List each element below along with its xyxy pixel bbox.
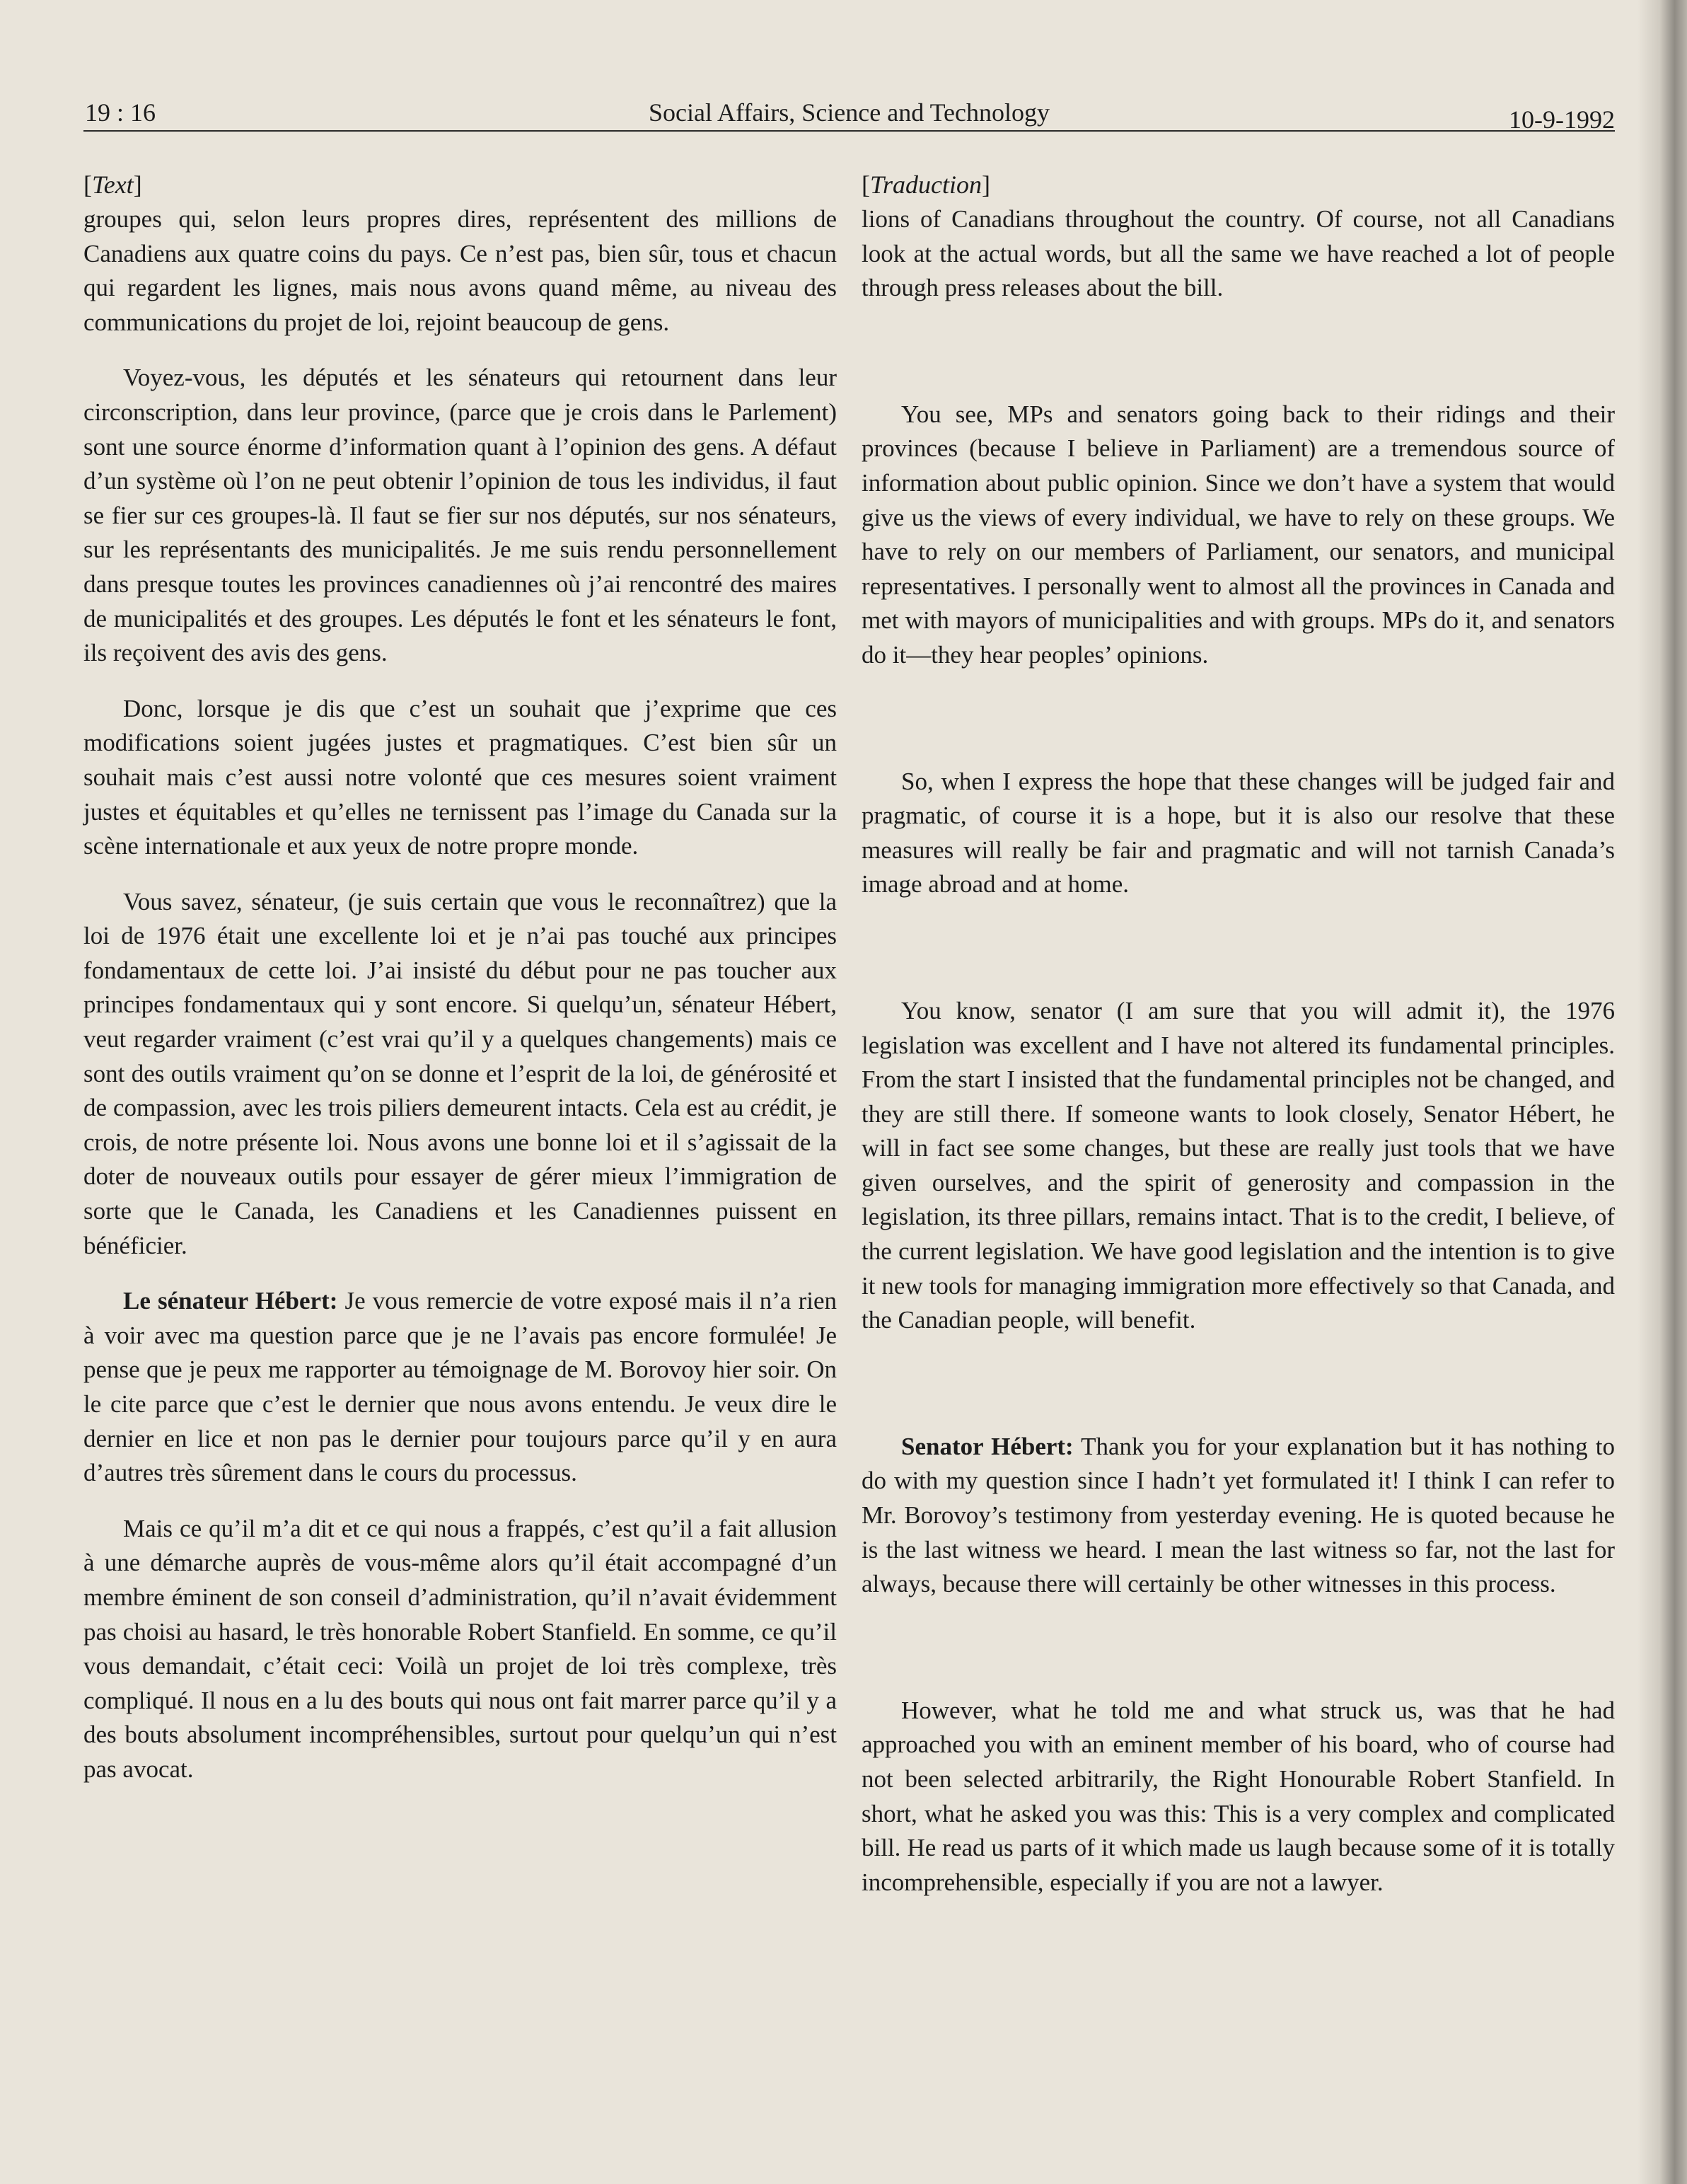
column-marker-text: Traduction [870, 171, 982, 199]
paragraph [83, 1512, 837, 1787]
paragraph [862, 202, 1615, 306]
paragraph-text: Vous savez, sénateur, (je suis certain que vous le reconnaîtrez) que la loi de 1976 était une excellente loi et je n’ai pas touché aux principes fondamentaux de cette loi. J’ai insisté du début pour ne pas toucher aux principes fondamentaux qui y sont encore. Si quelqu’un, sénateur Hébert, veut regarder vraiment (c’est vrai qu’il y a quelques changements) mais ce sont des outils vraiment qu’on se donne et l’esprit de la loi, de générosité et de compassion, avec les trois piliers demeurent intacts. Cela est au crédit, je crois, de notre présente loi. Nous avons une bonne loi et il s’agissait de la doter de nouveaux outils pour essayer de gérer mieux l’immigration de sorte que le Canada, les Canadiens et les Canadiennes puissent en bénéficier. [83, 887, 837, 1259]
paragraph-text: Thank you for your explanation but it has nothing to do with my question since I hadn’t yet formulated it! I think I can refer to Mr. Borovoy’s testimony from yesterday evening. He is quoted because he is the last witness we heard. I mean the last witness so far, not the last for always, because there will certainly be other witnesses in this process. [862, 1432, 1615, 1598]
paragraph [862, 1694, 1615, 1900]
paragraph-text: You see, MPs and senators going back to their ridings and their provinces (because I believe in Parliament) are a tremendous source of information about public opinion. Since we don’t have a system that would give us the views of every individual, we have to rely on these groups. We have to rely on our members of Parliament, our senators, and municipal representatives. I personally went to almost all the provinces in Canada and met with mayors of municipalities and with groups. MPs do it, and senators do it—they hear peoples’ opinions. [862, 400, 1615, 669]
paragraph [83, 885, 837, 1264]
speaker-name: Le sénateur Hébert: [123, 1287, 338, 1315]
paragraph [862, 994, 1615, 1338]
paragraph [862, 1430, 1615, 1602]
paragraph [83, 202, 837, 340]
paragraph [862, 398, 1615, 673]
paragraph-text: lions of Canadians throughout the country. Of course, not all Canadians look at the actual words, but all the same we have reached a lot of people through press releases about the bill. [862, 205, 1615, 302]
paragraph [862, 765, 1615, 902]
paragraph [83, 692, 837, 864]
paragraph-text: Je vous remercie de votre exposé mais il n’a rien à voir avec ma question parce que je ne l’avais pas encore formulée! Je pense que je peux me rapporter au témoignage de M. Borovoy hier soir. On le cite parce que c’est le dernier que nous avons entendu. Je veux dire le dernier en lice et non pas le dernier pour toujours parce qu’il y en aura d’autres très sûrement dans le cours du processus. [83, 1287, 837, 1487]
column-marker-text: Text [92, 171, 134, 199]
paragraph-text: Voyez-vous, les députés et les sénateurs qui retournent dans leur circonscription, dans leur province, (parce que je crois dans le Parlement) sont une source énorme d’information quant à l’opinion des gens. A défaut d’un système où l’on ne peut obtenir l’opinion de tous les individus, il faut se fier sur ces groupes-là. Il faut se fier sur nos députés, sur nos sénateurs, sur les représentants des municipalités. Je me suis rendu personnellement dans presque toutes les provinces canadiennes où j’ai rencontré des maires de municipalités et des groupes. Les députés le font et les sénateurs le font, ils reçoivent des avis des gens. [83, 364, 837, 667]
page-number: 19 : 16 [85, 98, 156, 127]
paragraph [83, 361, 837, 670]
paragraph-text: Mais ce qu’il m’a dit et ce qui nous a frappés, c’est qu’il a fait allusion à une démarche auprès de vous-même alors qu’il était accompagné d’un membre éminent de son conseil d’administration, qu’il n’avait évidemment pas choisi au hasard, le très honorable Robert Stanfield. En somme, ce qu’il vous demandait, c’était ceci: Voilà un projet de loi très complexe, très compliqué. Il nous en a lu des bouts qui nous ont fait marrer parce qu’il y a des bouts absolument incompréhensibles, surtout pour quelqu’un qui n’est pas avocat. [83, 1514, 837, 1783]
paragraph-text: You know, senator (I am sure that you will admit it), the 1976 legislation was excellent and I have not altered its fundamental principles. From the start I insisted that the fundamental principles not be changed, and they are still there. If someone wants to look closely, Senator Hébert, he will in fact see some changes, but these are really just tools that we have given ourselves, and the spirit of generosity and compassion in the legislation, its three pillars, remains intact. That is to the credit, I believe, of the current legislation. We have good legislation and the intention is to give it new tools for managing immigration more effectively so that Canada, and the Canadian people, will benefit. [862, 996, 1615, 1334]
paragraph-text: groupes qui, selon leurs propres dires, représentent des millions de Canadiens aux quatre coins du pays. Ce n’est pas, bien sûr, tous et chacun qui regardent les lignes, mais nous avons quand même, au niveau des communications du projet de loi, rejoint beaucoup de gens. [83, 205, 837, 336]
paragraph-text: Donc, lorsque je dis que c’est un souhait que j’exprime que ces modifications soient jugées justes et pragmatiques. C’est bien sûr un souhait mais c’est aussi notre volonté que ces mesures soient vraiment justes et équitables et qu’elles ne ternissent pas l’image du Canada sur la scène internationale et aux yeux de notre propre monde. [83, 694, 837, 860]
french-column [83, 167, 837, 1787]
column-marker: [Text] [83, 171, 142, 199]
paragraph-text: So, when I express the hope that these changes will be judged fair and pragmatic, of course it is a hope, but it is also our resolve that these measures will really be fair and pragmatic and will not tarnish Canada’s image abroad and at home. [862, 767, 1615, 899]
issue-date: 10-9-1992 [1509, 105, 1615, 134]
page-edge-shadow [1637, 0, 1687, 2184]
speaker-name: Senator Hébert: [901, 1432, 1074, 1460]
paragraph-text: However, what he told me and what struck us, was that he had approached you with an eminent member of his board, who of course had not been selected arbitrarily, the Right Honourable Robert Stanfield. In short, what he asked you was this: This is a very complex and complicated bill. He read us parts of it which made us laugh because some of it is totally incomprehensible, especially if you are not a lawyer. [862, 1696, 1615, 1896]
running-title: Social Affairs, Science and Technology [649, 98, 1050, 127]
column-marker: [Traduction] [862, 171, 991, 199]
running-header [83, 85, 1615, 132]
english-column [862, 167, 1615, 1900]
paragraph [83, 1284, 837, 1491]
